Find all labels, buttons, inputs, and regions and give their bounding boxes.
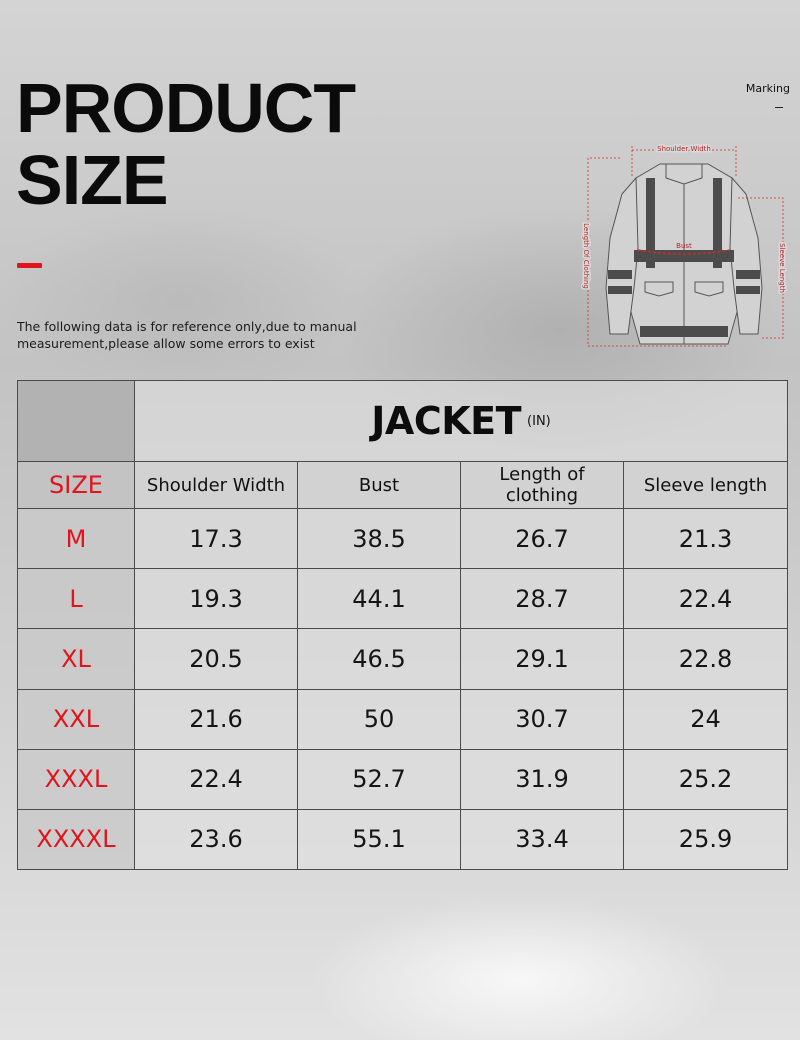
shoulder-width-cell: 23.6	[135, 809, 298, 869]
size-cell: XXL	[18, 689, 135, 749]
bust-cell: 46.5	[298, 629, 461, 689]
bust-cell: 38.5	[298, 509, 461, 569]
marking-label: Marking	[745, 82, 790, 95]
sleeve-length-cell: 22.4	[624, 569, 788, 629]
length-cell: 33.4	[461, 809, 624, 869]
jacket-measurement-diagram	[578, 138, 790, 350]
column-header-bust: Bust	[298, 462, 461, 509]
table-row	[18, 749, 788, 809]
column-header-row	[18, 462, 788, 509]
size-cell: XXXXL	[18, 809, 135, 869]
stripe-right-sleeve-upper	[736, 270, 760, 279]
corner-cell	[18, 381, 135, 462]
bust-cell: 55.1	[298, 809, 461, 869]
stripe-left-sleeve-lower	[608, 286, 632, 294]
bust-cell: 44.1	[298, 569, 461, 629]
table-row	[18, 689, 788, 749]
length-cell: 29.1	[461, 629, 624, 689]
page-title	[16, 69, 356, 219]
shoulder-width-cell: 19.3	[135, 569, 298, 629]
bust-cell: 50	[298, 689, 461, 749]
column-header-shoulder-width: Shoulder Width	[135, 462, 298, 509]
jacket-heading-cell	[135, 381, 788, 462]
bust-label: Bust	[676, 242, 692, 250]
column-header-length: Length of clothing	[461, 462, 624, 509]
sleeve-length-label: Sleeve Length	[778, 243, 786, 293]
length-cell: 31.9	[461, 749, 624, 809]
table-row	[18, 629, 788, 689]
length-cell: 26.7	[461, 509, 624, 569]
length-cell: 28.7	[461, 569, 624, 629]
jacket-heading-row	[18, 381, 788, 462]
stripe-left-sleeve-upper	[608, 270, 632, 279]
shoulder-width-cell: 22.4	[135, 749, 298, 809]
stripe-right-sleeve-lower	[736, 286, 760, 294]
shoulder-width-cell: 21.6	[135, 689, 298, 749]
size-cell: XL	[18, 629, 135, 689]
length-of-clothing-label: Length Of Clothing	[582, 223, 590, 289]
size-cell: XXXL	[18, 749, 135, 809]
title-line-1: PRODUCT	[16, 69, 356, 147]
sleeve-length-cell: 25.2	[624, 749, 788, 809]
length-cell: 30.7	[461, 689, 624, 749]
unit-label: (IN)	[527, 413, 551, 429]
table-row	[18, 809, 788, 869]
jacket-heading: JACKET	[371, 399, 522, 444]
stripe-hem	[640, 326, 728, 337]
column-header-sleeve-length: Sleeve length	[624, 462, 788, 509]
reference-note: The following data is for reference only,due to manual measurement,please allow some errors to exist	[17, 319, 357, 351]
accent-dash	[17, 263, 42, 268]
marking-dash	[775, 107, 783, 108]
size-chart-table	[17, 380, 788, 870]
shoulder-width-cell: 17.3	[135, 509, 298, 569]
sleeve-length-cell: 22.8	[624, 629, 788, 689]
shoulder-width-cell: 20.5	[135, 629, 298, 689]
sleeve-length-cell: 24	[624, 689, 788, 749]
table-row	[18, 509, 788, 569]
sleeve-length-cell: 21.3	[624, 509, 788, 569]
column-header-size: SIZE	[18, 462, 135, 509]
bust-cell: 52.7	[298, 749, 461, 809]
shoulder-width-label: Shoulder Width	[657, 145, 711, 153]
title-line-2: SIZE	[16, 141, 168, 219]
size-cell: M	[18, 509, 135, 569]
sleeve-length-cell: 25.9	[624, 809, 788, 869]
table-row	[18, 569, 788, 629]
size-cell: L	[18, 569, 135, 629]
